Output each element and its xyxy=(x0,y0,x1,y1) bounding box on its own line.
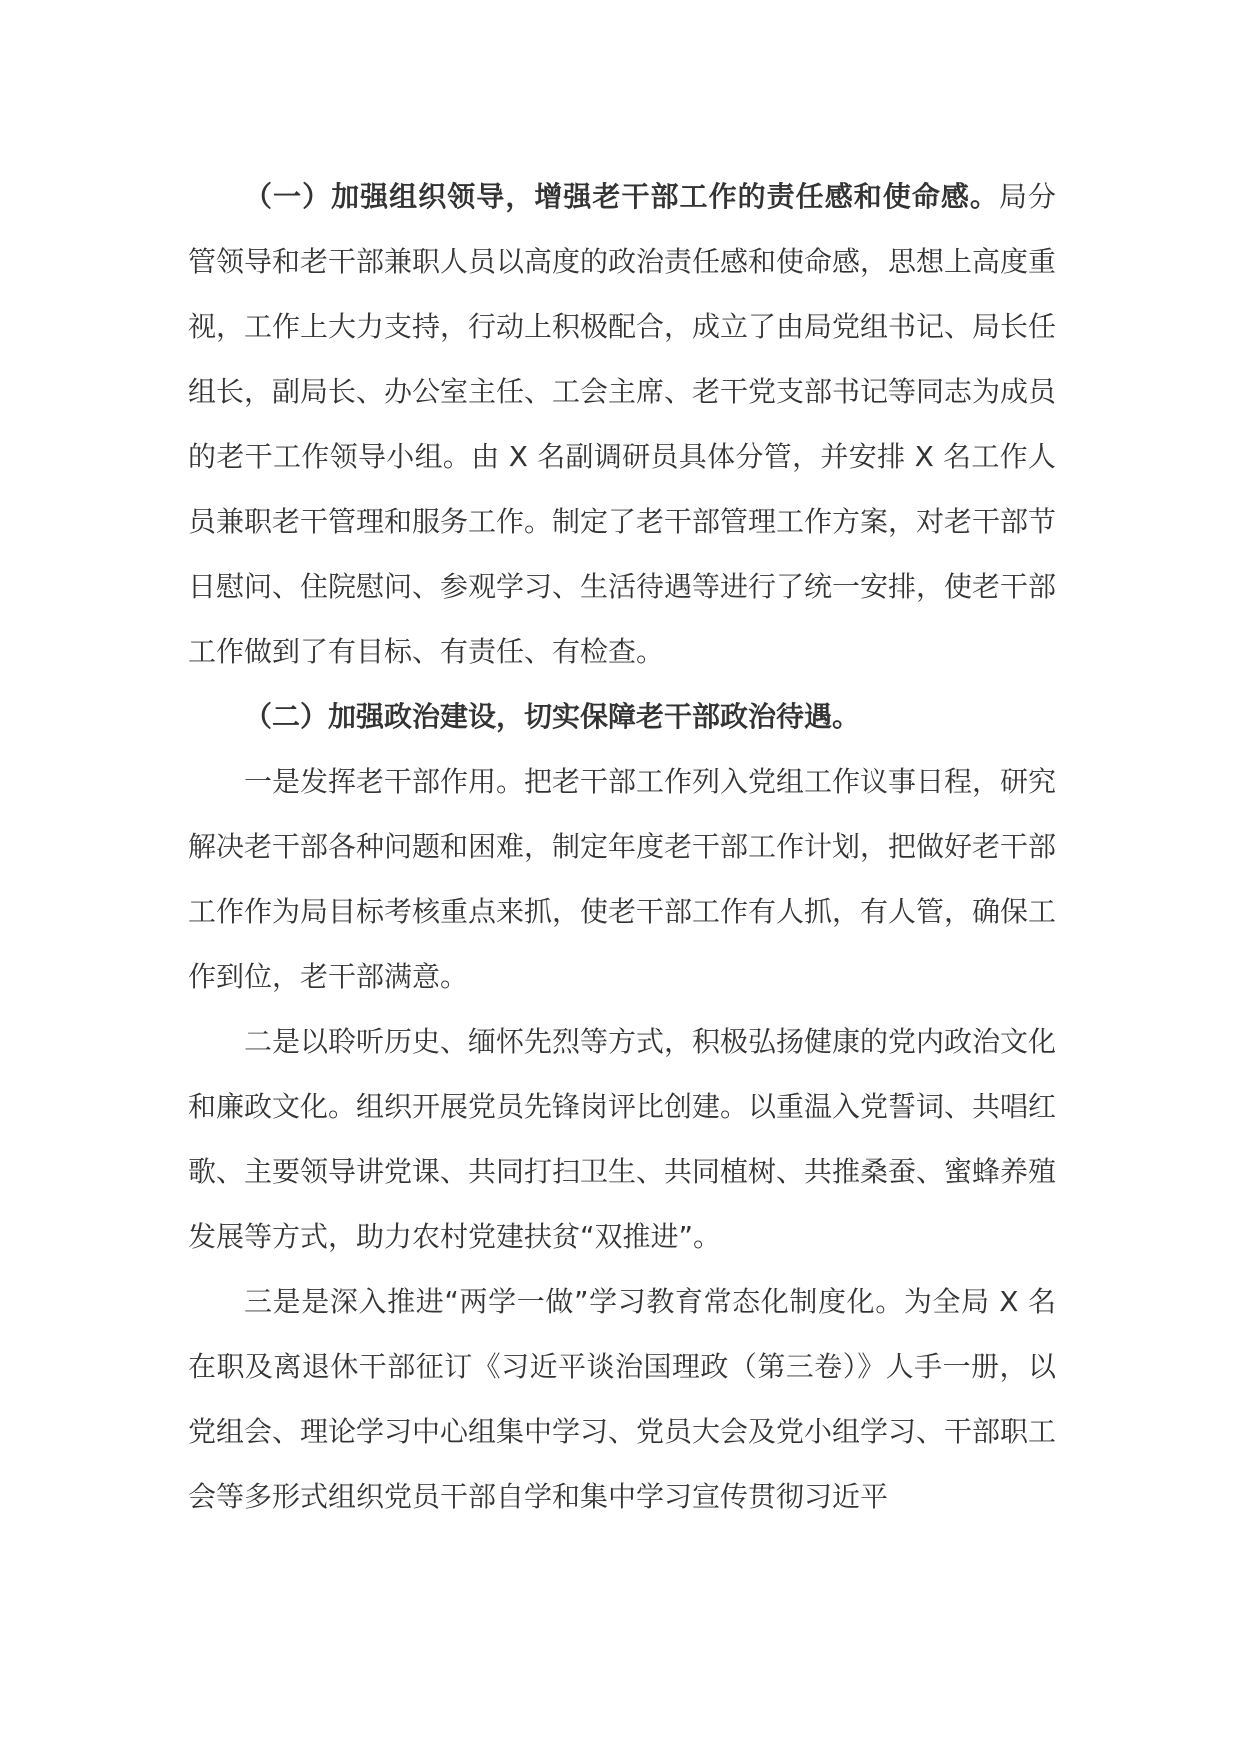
paragraph-point-two xyxy=(188,1009,1056,1269)
paragraph-text: 二是以聆听历史、缅怀先烈等方式，积极弘扬健康的党内政治文化和廉政文化。组织开展党员先锋岗评比创建。以重温入党誓词、共唱红歌、主要领导讲党课、共同打扫卫生、共同植树、共推桑蚕、蜜蜂养殖发展等方式，助力农村党建扶贫“双推进”。 xyxy=(188,1025,1057,1253)
section-heading-1: （一）加强组织领导，增强老干部工作的责任感和使命感。 xyxy=(244,180,999,213)
paragraph-text: 三是是深入推进“两学一做”学习教育常态化制度化。为全局 X 名在职及离退休干部征订《习近平谈治国理政（第三卷）》人手一册，以党组会、理论学习中心组集中学习、党员大会及党小组学习、干部职工会等多形式组织党员干部自学和集中学习宣传贯彻习近平 xyxy=(188,1285,1057,1513)
section-heading-2: （二）加强政治建设，切实保障老干部政治待遇。 xyxy=(244,700,861,733)
paragraph-political-building xyxy=(188,684,1056,749)
paragraph-text: 局分管领导和老干部兼职人员以高度的政治责任感和使命感，思想上高度重视，工作上大力支持，行动上积极配合，成立了由局党组书记、局长任组长，副局长、办公室主任、工会主席、老干党支部书记等同志为成员的老干工作领导小组。由 X 名副调研员具体分管，并安排 X 名工作人员兼职老干管理和服务工作。制定了老干部管理工作方案，对老干部节日慰问、住院慰问、参观学习、生活待遇等进行了统一安排，使老干部工作做到了有目标、有责任、有检查。 xyxy=(188,180,1057,668)
document-page xyxy=(188,164,1056,1529)
paragraph-organization-leadership xyxy=(188,164,1056,684)
paragraph-point-one xyxy=(188,749,1056,1009)
paragraph-point-three xyxy=(188,1269,1056,1529)
paragraph-text: 一是发挥老干部作用。把老干部工作列入党组工作议事日程，研究解决老干部各种问题和困难，制定年度老干部工作计划，把做好老干部工作作为局目标考核重点来抓，使老干部工作有人抓，有人管，确保工作到位，老干部满意。 xyxy=(188,765,1057,993)
